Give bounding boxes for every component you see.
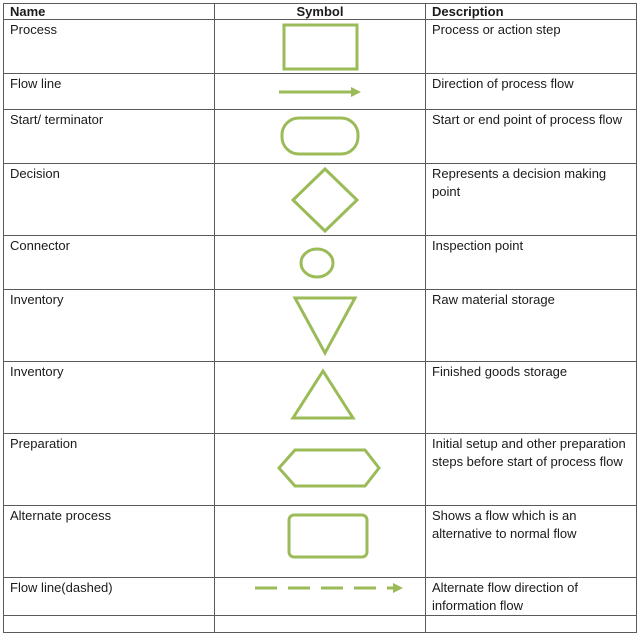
row-name: Start/ terminator <box>4 110 215 164</box>
row-name: Flow line <box>4 74 215 110</box>
row-description: Represents a decision making point <box>426 164 637 236</box>
symbol-cell <box>215 236 426 290</box>
row-description: Shows a flow which is an alternative to normal flow <box>426 506 637 578</box>
table-row <box>4 236 637 290</box>
row-name: Preparation <box>4 434 215 506</box>
symbol-cell <box>215 362 426 434</box>
table-row <box>4 506 637 578</box>
row-description: Inspection point <box>426 236 637 290</box>
header-name: Name <box>4 4 215 20</box>
row-name: Process <box>4 20 215 74</box>
symbol-cell <box>215 434 426 506</box>
row-name: Connector <box>4 236 215 290</box>
dashed-flow-arrow-icon <box>215 578 426 613</box>
empty-row <box>4 616 637 633</box>
flowchart-symbols-table <box>3 3 637 633</box>
row-name: Flow line(dashed) <box>4 578 215 616</box>
symbol-cell <box>215 164 426 236</box>
symbol-cell <box>215 74 426 110</box>
table-header-row <box>4 4 637 20</box>
connector-circle-icon <box>215 236 426 289</box>
header-description: Description <box>426 4 637 20</box>
terminator-rounded-icon <box>215 110 426 163</box>
row-name: Decision <box>4 164 215 236</box>
preparation-hexagon-icon <box>215 434 426 505</box>
symbol-cell <box>215 110 426 164</box>
empty-cell <box>215 616 426 633</box>
row-name: Inventory <box>4 290 215 362</box>
flow-arrow-icon <box>215 74 426 109</box>
table-row <box>4 290 637 362</box>
row-description: Process or action step <box>426 20 637 74</box>
table-row <box>4 578 637 616</box>
symbol-cell <box>215 506 426 578</box>
empty-cell <box>4 616 215 633</box>
table-row <box>4 434 637 506</box>
process-rectangle-icon <box>215 20 426 73</box>
row-description: Direction of process flow <box>426 74 637 110</box>
row-description: Start or end point of process flow <box>426 110 637 164</box>
symbol-cell <box>215 20 426 74</box>
decision-diamond-icon <box>215 164 426 235</box>
table-row <box>4 74 637 110</box>
row-name: Alternate process <box>4 506 215 578</box>
row-description: Alternate flow direction of information flow <box>426 578 637 616</box>
row-name: Inventory <box>4 362 215 434</box>
header-symbol: Symbol <box>215 4 426 20</box>
symbol-cell <box>215 578 426 616</box>
inventory-down-triangle-icon <box>215 290 426 361</box>
table-row <box>4 362 637 434</box>
alternate-process-rounded-rect-icon <box>215 506 426 577</box>
table-row <box>4 110 637 164</box>
row-description: Finished goods storage <box>426 362 637 434</box>
table-row <box>4 164 637 236</box>
row-description: Raw material storage <box>426 290 637 362</box>
row-description: Initial setup and other preparation steps before start of process flow <box>426 434 637 506</box>
symbol-cell <box>215 290 426 362</box>
table-row <box>4 20 637 74</box>
inventory-up-triangle-icon <box>215 362 426 433</box>
empty-cell <box>426 616 637 633</box>
